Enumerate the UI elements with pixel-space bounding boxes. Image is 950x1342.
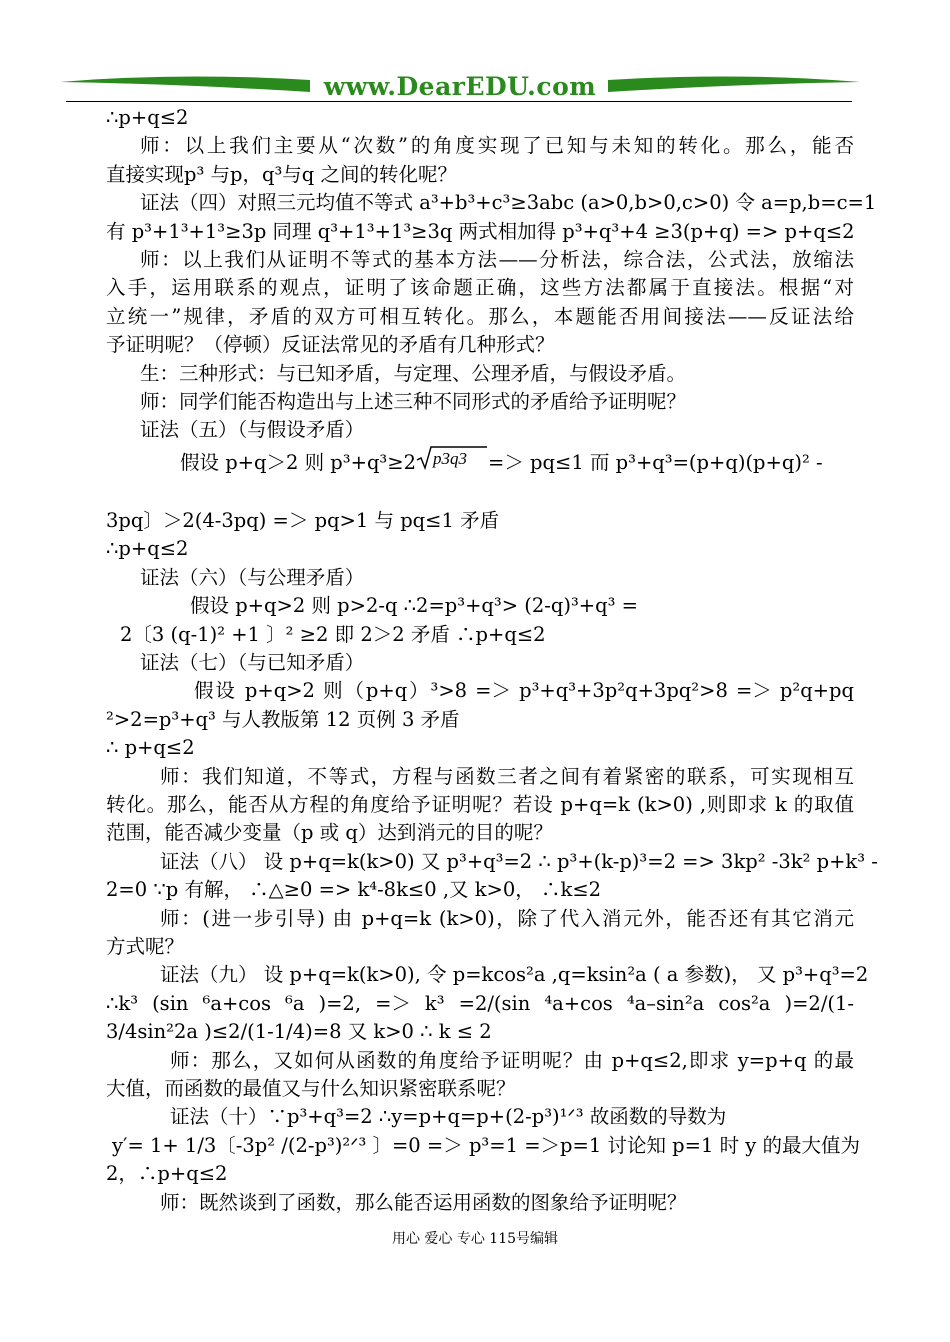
text-line: 证法（六）（与公理矛盾） [140, 565, 365, 589]
text-line: ∴ p+q≤2 [106, 736, 195, 760]
text-line: 3pq〕＞2(4-3pq) =＞ pq>1 与 pq≤1 矛盾 [106, 508, 500, 532]
text-line: 有 p³+1³+1³≥3p 同理 q³+1³+1³≥3q 两式相加得 p³+q³+4 ≥3(p+q) => p+q≤2 [106, 219, 855, 243]
text-line: ∴p+q≤2 [106, 106, 189, 129]
text-line: 2，∴p+q≤2 [106, 1162, 228, 1186]
text-line: 立统一”规律，矛盾的双方可相互转化。那么，本题能否用间接法——反证法给 [106, 304, 854, 328]
text-line: 入手，运用联系的观点，证明了该命题正确，这些方法都属于直接法。根据“对 [106, 276, 854, 300]
page-footer: 用心 爱心 专心 115号编辑 [391, 1231, 559, 1247]
text-line: 证法（十）∵p³+q³=2 ∴y=p+q=p+(2-p³)¹ᐟ³ 故函数的导数为 [170, 1105, 727, 1129]
text-line: 转化。那么，能否从方程的角度给予证明呢？若设 p+q=k (k>0) ,则即求 k 的取值 [106, 792, 854, 816]
text-line: 证法（八） 设 p+q=k(k>0) 又 p³+q³=2 ∴ p³+(k-p)³=2 => 3kp² -3k² p+k³ - [160, 849, 878, 873]
text-line: 师：(进一步引导) 由 p+q=k (k>0)，除了代入消元外，能否还有其它消元 [160, 906, 854, 930]
text-line: 师：我们知道，不等式，方程与函数三者之间有着紧密的联系，可实现相互 [160, 764, 854, 788]
text-line: 师：同学们能否构造出与上述三种不同形式的矛盾给予证明呢？ [140, 390, 687, 414]
text-line: 3/4sin²2a )≤2/(1-1/4)=8 又 k>0 ∴ k ≤ 2 [106, 1020, 492, 1044]
text-line: 生：三种形式：与已知矛盾，与定理、公理矛盾，与假设矛盾。 [140, 361, 687, 385]
document-body [106, 104, 878, 1217]
blank-gap [106, 479, 854, 507]
sqrt-formula-line [106, 445, 854, 479]
text-segment: =＞ pq≤1 而 p³+q³=(p+q)(p+q)² - [488, 450, 823, 474]
text-line: 2=0 ∵p 有解， ∴△≥0 => k⁴-8k≤0 ,又 k>0， ∴k≤2 [106, 878, 602, 902]
sqrt-content: p3q3 [433, 448, 467, 468]
text-line: 师：那么，又如何从函数的角度给予证明呢？由 p+q≤2,即求 y=p+q 的最 [170, 1048, 854, 1072]
text-line: 证法（四）对照三元均值不等式 a³+b³+c³≥3abc (a>0,b>0,c>0) 令 a=p,b=c=1 [140, 191, 877, 215]
text-line: 大值，而函数的最值又与什么知识紧密联系呢？ [106, 1077, 516, 1100]
text-line: 证法（五）（与假设矛盾） [140, 418, 365, 442]
text-segment: 假设 p+q＞2 则 p³+q³≥2 [180, 450, 416, 474]
site-logo-text: www.DearEDU.com [323, 72, 597, 101]
text-line: 证法（九） 设 p+q=k(k>0), 令 p=kcos²a ,q=ksin²a ( a 参数)， 又 p³+q³=2 [160, 963, 869, 987]
text-line: 假设 p+q>2 则 p>2-q ∴2=p³+q³> (2-q)³+q³ = [190, 594, 638, 618]
text-line: 方式呢？ [106, 934, 185, 958]
header-divider [66, 101, 852, 102]
text-line: ∴p+q≤2 [106, 537, 189, 561]
text-line: 师：既然谈到了函数，那么能否运用函数的图象给予证明呢？ [160, 1190, 687, 1214]
sqrt-radical-icon [416, 445, 488, 482]
text-line: 2〔3 (q-1)² +1 〕² ≥2 即 2＞2 矛盾 ∴p+q≤2 [120, 622, 546, 646]
text-line: 师：以上我们主要从“次数”的角度实现了已知与未知的转化。那么，能否 [140, 134, 854, 158]
text-line: 师：以上我们从证明不等式的基本方法——分析法，综合法，公式法，放缩法 [140, 248, 854, 272]
text-line: 范围，能否减少变量（p 或 q）达到消元的目的呢？ [106, 821, 553, 845]
text-line: ∴k³ (sin ⁶a+cos ⁶a )=2, =＞ k³ =2/(sin ⁴a+cos ⁴a–sin²a cos²a )=2/(1- [106, 991, 854, 1015]
text-line: 直接实现p³ 与p，q³与q 之间的转化呢？ [106, 162, 457, 186]
text-line: 假设 p+q>2 则（p+q）³>8 =＞ p³+q³+3p²q+3pq²>8 =＞ p²q+pq [194, 679, 854, 703]
text-line: y′= 1+ 1/3〔-3p² /(2-p³)²ᐟ³ 〕=0 =＞ p³=1 =＞p=1 讨论知 p=1 时 y 的最大值为 [112, 1133, 860, 1157]
text-line: 证法（七）（与已知矛盾） [140, 650, 365, 674]
text-line: 予证明呢？（停顿）反证法常见的矛盾有几种形式？ [106, 333, 555, 357]
text-line: ²>2=p³+q³ 与人教版第 12 页例 3 矛盾 [106, 707, 460, 731]
